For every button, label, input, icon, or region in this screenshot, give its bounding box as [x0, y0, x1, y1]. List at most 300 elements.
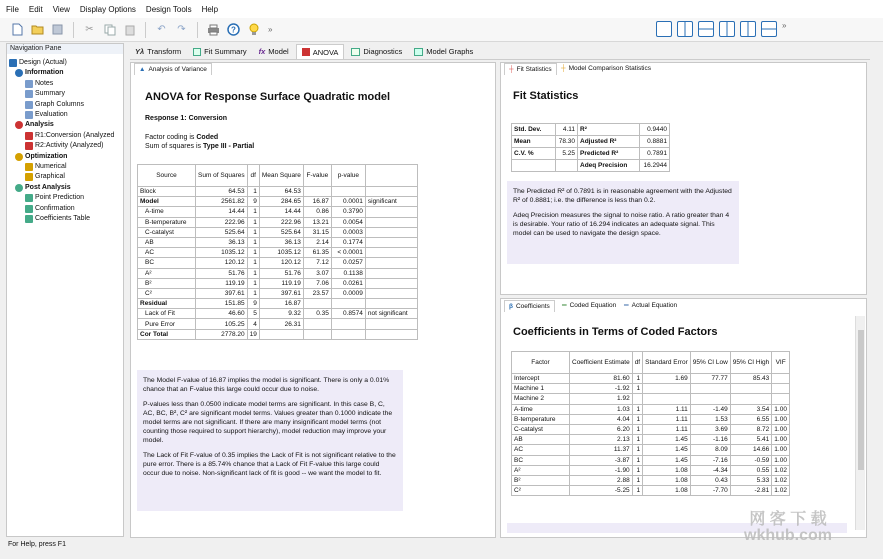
- table-cell: [365, 227, 417, 237]
- table-cell: [303, 319, 331, 329]
- table-cell: 1: [247, 207, 259, 217]
- menu-help[interactable]: Help: [201, 4, 219, 14]
- tab-transform[interactable]: [130, 44, 186, 59]
- anova-response: Response 1: Conversion: [145, 115, 228, 122]
- table-cell: 1: [247, 268, 259, 278]
- table-cell: -2.81: [730, 486, 772, 496]
- nav-item-icon: [25, 142, 33, 150]
- table-cell: 1: [632, 435, 642, 445]
- table-row: [138, 197, 418, 207]
- nav-item-label: Design (Actual): [19, 59, 67, 66]
- column-header[interactable]: 95% CI Low: [690, 352, 730, 374]
- sum-of-squares-value: Type III - Partial: [202, 143, 255, 150]
- table-cell: 120.12: [259, 258, 303, 268]
- table-cell: 1.11: [643, 414, 691, 424]
- table-cell: C-catalyst: [138, 227, 196, 237]
- nav-item-icon: [15, 121, 23, 129]
- table-cell: [303, 329, 331, 339]
- table-cell: 1.11: [643, 424, 691, 434]
- table-header-row: [138, 165, 418, 187]
- table-cell: 2.13: [570, 435, 633, 445]
- tab-diagnostics[interactable]: [346, 44, 407, 59]
- table-cell: Std. Dev.: [512, 124, 556, 136]
- table-row: [512, 445, 790, 455]
- table-cell: 64.53: [259, 187, 303, 197]
- table-cell: 119.19: [196, 278, 248, 288]
- table-cell: Adeq Precision: [578, 160, 640, 172]
- table-cell: Intercept: [512, 374, 570, 384]
- table-row: [512, 160, 670, 172]
- table-cell: 2.88: [570, 475, 633, 485]
- table-cell: C²: [512, 486, 570, 496]
- table-row: [512, 124, 670, 136]
- table-cell: 284.65: [259, 197, 303, 207]
- column-header[interactable]: df: [247, 165, 259, 187]
- table-cell: 19: [247, 329, 259, 339]
- nav-item[interactable]: [15, 68, 64, 78]
- table-cell: 1: [632, 445, 642, 455]
- column-header[interactable]: 95% CI High: [730, 352, 772, 374]
- table-cell: 3.54: [730, 404, 772, 414]
- undo-icon[interactable]: ↶: [157, 24, 166, 35]
- table-cell: AB: [138, 237, 196, 247]
- table-cell: 6.55: [730, 414, 772, 424]
- nav-item-label: Evaluation: [35, 111, 68, 118]
- menu-file[interactable]: File: [6, 4, 19, 14]
- table-cell: 6.20: [570, 424, 633, 434]
- table-cell: 1.08: [643, 475, 691, 485]
- table-cell: 4.11: [556, 124, 578, 136]
- subtab-model-comparison-label: Model Comparison Statistics: [568, 65, 651, 72]
- table-cell: 61.35: [303, 248, 331, 258]
- table-cell: 4.04: [570, 414, 633, 424]
- nav-item-icon: [15, 69, 23, 77]
- layout-grid-icon[interactable]: [761, 21, 777, 37]
- table-cell: A-time: [512, 404, 570, 414]
- table-cell: 0.1774: [331, 237, 365, 247]
- scrollbar-thumb[interactable]: [858, 330, 864, 470]
- anova-note-model: The Model F-value of 16.87 implies the model is significant. There is only a 0.01% chance that an F-value this large could occur due to noise.: [143, 377, 390, 393]
- nav-item[interactable]: [25, 141, 103, 151]
- menu-bar: [0, 0, 883, 18]
- table-cell: 0.0054: [331, 217, 365, 227]
- fit-interpretation: [507, 181, 739, 264]
- sum-of-squares-prefix: Sum of squares is: [145, 143, 203, 150]
- table-row: [512, 486, 790, 496]
- table-cell: 1: [632, 424, 642, 434]
- menu-edit[interactable]: Edit: [28, 4, 43, 14]
- column-header[interactable]: Coefficient Estimate: [570, 352, 633, 374]
- table-cell: 0.3790: [331, 207, 365, 217]
- table-cell: Pure Error: [138, 319, 196, 329]
- table-cell: 14.44: [259, 207, 303, 217]
- column-header[interactable]: p-value: [331, 165, 365, 187]
- table-row: [138, 248, 418, 258]
- table-cell: A-time: [138, 207, 196, 217]
- nav-item[interactable]: [25, 79, 53, 89]
- table-cell: 8.09: [690, 445, 730, 455]
- sum-of-squares-type: [145, 142, 254, 151]
- table-cell: 0.0257: [331, 258, 365, 268]
- table-row: [138, 237, 418, 247]
- nav-item[interactable]: [25, 89, 65, 99]
- actual-equation-icon: ═: [624, 302, 629, 309]
- subtab-coefficients[interactable]: [504, 300, 555, 312]
- fit-statistics-table: [511, 123, 670, 172]
- table-cell: 1: [632, 486, 642, 496]
- table-cell: 3.07: [303, 268, 331, 278]
- subtab-actual-equation[interactable]: [620, 300, 681, 312]
- table-cell: 1: [632, 374, 642, 384]
- table-header-row: [512, 352, 790, 374]
- table-row: [138, 319, 418, 329]
- table-row: [512, 394, 790, 404]
- copy-icon[interactable]: [102, 22, 117, 37]
- menu-design-tools[interactable]: Design Tools: [145, 4, 192, 14]
- table-cell: 51.76: [196, 268, 248, 278]
- table-cell: [365, 278, 417, 288]
- model-comparison-icon: ┼: [561, 65, 566, 72]
- table-cell: 4: [247, 319, 259, 329]
- help-icon[interactable]: [226, 22, 241, 37]
- watermark: [744, 512, 832, 544]
- tab-diagnostics-label: Diagnostics: [363, 47, 403, 56]
- layout-overflow-icon[interactable]: »: [782, 21, 787, 30]
- table-row: [512, 136, 670, 148]
- layout-four-icon[interactable]: [740, 21, 756, 37]
- table-cell: [632, 394, 642, 404]
- nav-item[interactable]: [9, 58, 67, 68]
- fit-statistics-panel: [500, 62, 867, 295]
- table-cell: 9: [247, 197, 259, 207]
- nav-item-label: Graphical: [35, 173, 65, 181]
- tab-fit-summary[interactable]: [188, 44, 252, 59]
- table-row: [512, 455, 790, 465]
- model-graphs-icon: [414, 48, 423, 56]
- print-icon[interactable]: [206, 22, 221, 37]
- table-cell: -5.25: [570, 486, 633, 496]
- toolbar-divider: [197, 22, 198, 38]
- table-cell: BC: [512, 455, 570, 465]
- table-cell: 1.53: [690, 414, 730, 424]
- watermark-line-2: wkhub.com: [744, 527, 833, 544]
- nav-item[interactable]: [15, 120, 54, 130]
- tab-anova[interactable]: [296, 44, 345, 59]
- table-cell: [331, 299, 365, 309]
- lightbulb-icon[interactable]: [246, 22, 261, 37]
- subtab-actual-equation-label: Actual Equation: [631, 302, 678, 309]
- factor-coding-prefix: Factor coding is: [145, 134, 197, 141]
- fit-statistics-title: Fit Statistics: [513, 90, 579, 102]
- table-cell: 1035.12: [259, 248, 303, 258]
- table-cell: 9.32: [259, 309, 303, 319]
- status-bar: For Help, press F1: [0, 538, 883, 552]
- nav-item-label: Confirmation: [35, 204, 75, 212]
- column-header[interactable]: Source: [138, 165, 196, 187]
- subtab-model-comparison[interactable]: [557, 63, 655, 75]
- table-cell: Model: [138, 197, 196, 207]
- anova-panel: [130, 62, 496, 538]
- table-row: [512, 404, 790, 414]
- fit-statistics-icon: ┼: [509, 65, 514, 73]
- table-cell: [303, 187, 331, 197]
- table-cell: [331, 187, 365, 197]
- table-cell: 1: [632, 404, 642, 414]
- new-file-icon[interactable]: [10, 22, 25, 37]
- table-cell: AB: [512, 435, 570, 445]
- nav-item[interactable]: [25, 100, 84, 110]
- nav-item[interactable]: [25, 162, 67, 172]
- table-cell: 51.76: [259, 268, 303, 278]
- table-cell: -3.87: [570, 455, 633, 465]
- table-cell: 0.0261: [331, 278, 365, 288]
- tab-model-graphs-label: Model Graphs: [426, 47, 474, 56]
- nav-item-icon: [25, 163, 33, 171]
- redo-icon[interactable]: ↷: [177, 24, 186, 35]
- table-cell: 1: [632, 414, 642, 424]
- column-header[interactable]: df: [632, 352, 642, 374]
- coefficients-table: [511, 351, 790, 496]
- table-cell: BC: [138, 258, 196, 268]
- coefficients-title: Coefficients in Terms of Coded Factors: [513, 326, 718, 338]
- fit-note-predicted: The Predicted R² of 0.7891 is in reasonable agreement with the Adjusted R² of 0.8881; i.e. the difference is less than 0.2.: [513, 188, 732, 204]
- table-cell: [556, 160, 578, 172]
- tab-model-graphs[interactable]: [409, 44, 478, 59]
- function-icon: fx: [258, 47, 266, 56]
- table-row: [512, 435, 790, 445]
- table-cell: 1.00: [772, 445, 790, 455]
- toolbar-overflow-icon[interactable]: »: [268, 25, 273, 34]
- beta-icon: β: [509, 302, 513, 310]
- nav-item-icon: [25, 111, 33, 119]
- nav-item-label: Numerical: [35, 163, 67, 170]
- table-row: [512, 384, 790, 394]
- column-header[interactable]: Standard Error: [643, 352, 691, 374]
- fit-note-adeq-precision: Adeq Precision measures the signal to noise ratio. A ratio greater than 4 is desirable. Your ratio of 16.294 indicates an adequate signal. This model can be used to navigate the design space.: [513, 212, 730, 237]
- transform-icon: Yλ: [135, 47, 145, 56]
- table-row: [138, 258, 418, 268]
- table-cell: Predicted R²: [578, 148, 640, 160]
- table-cell: [365, 288, 417, 298]
- table-cell: 8.72: [730, 424, 772, 434]
- table-cell: 1: [632, 384, 642, 394]
- table-cell: 0.8574: [331, 309, 365, 319]
- layout-single-icon[interactable]: [656, 21, 672, 37]
- anova-note-lack-of-fit: The Lack of Fit F-value of 0.35 implies the Lack of Fit is not significant relative to the pure error. There is a 85.74% chance that a Lack of Fit F-value this large could occur due to noise. Non-significant lack of fit is good -- we want the model to fit.: [143, 452, 396, 477]
- column-header[interactable]: Sum of Squares: [196, 165, 248, 187]
- table-cell: C²: [138, 288, 196, 298]
- table-row: [512, 465, 790, 475]
- table-row: [512, 414, 790, 424]
- table-cell: 397.61: [259, 288, 303, 298]
- table-cell: 1: [247, 288, 259, 298]
- table-cell: -1.49: [690, 404, 730, 414]
- table-row: [138, 329, 418, 339]
- table-cell: B-temperature: [512, 414, 570, 424]
- table-cell: 14.66: [730, 445, 772, 455]
- table-cell: 105.25: [196, 319, 248, 329]
- table-cell: 0.0009: [331, 288, 365, 298]
- table-cell: 2.14: [303, 237, 331, 247]
- subtab-fit-statistics-label: Fit Statistics: [516, 65, 552, 73]
- table-cell: 1.02: [772, 475, 790, 485]
- table-cell: -7.70: [690, 486, 730, 496]
- table-cell: 0.0003: [331, 227, 365, 237]
- anova-note-pvalues: P-values less than 0.0500 indicate model terms are significant. In this case B, C, AC, BC, B², C² are significant model terms. Values greater than 0.1000 indicate the model terms are not significant. If there are many insignificant model terms (not counting those required to support hierarchy), model reduction may improve your model.: [143, 401, 393, 444]
- table-cell: not significant: [365, 309, 417, 319]
- nav-item[interactable]: [25, 193, 84, 203]
- table-cell: 1.03: [570, 404, 633, 414]
- table-cell: 26.31: [259, 319, 303, 329]
- table-cell: AC: [138, 248, 196, 258]
- table-cell: 1.45: [643, 455, 691, 465]
- subtab-fit-statistics[interactable]: [504, 63, 557, 75]
- column-header[interactable]: VIF: [772, 352, 790, 374]
- table-cell: 85.43: [730, 374, 772, 384]
- open-folder-icon[interactable]: [30, 22, 45, 37]
- table-cell: [365, 258, 417, 268]
- save-icon[interactable]: [50, 22, 65, 37]
- layout-three-icon[interactable]: [719, 21, 735, 37]
- table-row: [138, 268, 418, 278]
- table-cell: B-temperature: [138, 217, 196, 227]
- tab-model[interactable]: [254, 44, 294, 59]
- column-header[interactable]: F-value: [303, 165, 331, 187]
- table-cell: 5.33: [730, 475, 772, 485]
- table-cell: 1: [632, 465, 642, 475]
- table-cell: 1.08: [643, 465, 691, 475]
- layout-split-vertical-icon[interactable]: [677, 21, 693, 37]
- table-cell: [365, 299, 417, 309]
- cut-icon[interactable]: ✂: [85, 24, 94, 35]
- subtab-coded-equation[interactable]: [558, 300, 620, 312]
- table-row: [138, 187, 418, 197]
- anova-icon: [302, 48, 310, 56]
- table-cell: C.V. %: [512, 148, 556, 160]
- main-tab-bar: [130, 44, 870, 60]
- nav-item[interactable]: [15, 183, 71, 193]
- table-cell: 36.13: [196, 237, 248, 247]
- table-cell: A²: [138, 268, 196, 278]
- table-cell: [690, 384, 730, 394]
- table-cell: 1: [247, 187, 259, 197]
- coefficients-scrollbar[interactable]: [855, 316, 865, 530]
- column-header[interactable]: Mean Square: [259, 165, 303, 187]
- table-cell: AC: [512, 445, 570, 455]
- table-cell: 1: [632, 455, 642, 465]
- table-row: [138, 309, 418, 319]
- factor-coding-value: Coded: [196, 134, 219, 141]
- table-cell: A²: [512, 465, 570, 475]
- table-cell: [772, 374, 790, 384]
- table-row: [138, 217, 418, 227]
- table-cell: 0.86: [303, 207, 331, 217]
- table-cell: 222.96: [196, 217, 248, 227]
- subtab-analysis-of-variance[interactable]: [134, 63, 212, 75]
- table-cell: [365, 217, 417, 227]
- table-cell: 5.25: [556, 148, 578, 160]
- nav-item[interactable]: [25, 110, 68, 120]
- table-cell: [643, 394, 691, 404]
- menu-view[interactable]: View: [52, 4, 70, 14]
- nav-item-icon: [25, 80, 33, 88]
- table-cell: 1.00: [772, 435, 790, 445]
- table-row: [138, 207, 418, 217]
- table-cell: 1.00: [772, 404, 790, 414]
- table-cell: [365, 237, 417, 247]
- table-cell: 1: [247, 248, 259, 258]
- nav-item[interactable]: [25, 204, 75, 214]
- table-cell: 1: [247, 258, 259, 268]
- nav-item-label: Information: [25, 69, 64, 77]
- table-cell: Cor Total: [138, 329, 196, 339]
- nav-item-icon: [9, 59, 17, 67]
- nav-item-icon: [15, 153, 23, 161]
- table-cell: -0.59: [730, 455, 772, 465]
- watermark-line-1: 网 客 下 载: [749, 511, 827, 528]
- table-cell: 1.92: [570, 394, 633, 404]
- table-cell: 119.19: [259, 278, 303, 288]
- table-cell: Machine 1: [512, 384, 570, 394]
- table-cell: 525.64: [196, 227, 248, 237]
- nav-item-icon: [25, 173, 33, 181]
- toolbar-divider: [145, 22, 146, 38]
- table-cell: 1.00: [772, 424, 790, 434]
- subtab-analysis-of-variance-label: Analysis of Variance: [148, 65, 207, 73]
- nav-item-icon: [25, 132, 33, 140]
- table-cell: 1: [247, 278, 259, 288]
- table-cell: Lack of Fit: [138, 309, 196, 319]
- table-cell: 16.87: [303, 197, 331, 207]
- table-cell: R²: [578, 124, 640, 136]
- table-cell: 16.87: [259, 299, 303, 309]
- table-cell: -1.92: [570, 384, 633, 394]
- navigation-pane-title: Navigation Pane: [7, 44, 123, 54]
- table-cell: 397.61: [196, 288, 248, 298]
- table-cell: 16.2944: [640, 160, 670, 172]
- table-cell: [365, 207, 417, 217]
- table-cell: 77.77: [690, 374, 730, 384]
- table-cell: Adjusted R²: [578, 136, 640, 148]
- table-cell: 2778.20: [196, 329, 248, 339]
- column-header[interactable]: [365, 165, 417, 187]
- table-cell: [690, 394, 730, 404]
- diagnostics-icon: [351, 48, 360, 56]
- table-cell: 81.60: [570, 374, 633, 384]
- coefficients-panel: [500, 298, 867, 538]
- table-cell: C-catalyst: [512, 424, 570, 434]
- table-cell: 0.8881: [640, 136, 670, 148]
- factor-coding: [145, 133, 218, 142]
- table-cell: 7.06: [303, 278, 331, 288]
- nav-item[interactable]: [25, 172, 65, 182]
- table-cell: 5: [247, 309, 259, 319]
- layout-split-horizontal-icon[interactable]: [698, 21, 714, 37]
- nav-item[interactable]: [15, 152, 67, 162]
- table-cell: significant: [365, 197, 417, 207]
- table-cell: [259, 329, 303, 339]
- nav-item-icon: [25, 194, 33, 202]
- column-header[interactable]: Factor: [512, 352, 570, 374]
- nav-item[interactable]: [25, 214, 90, 224]
- nav-item[interactable]: [25, 131, 114, 141]
- anova-title: ANOVA for Response Surface Quadratic model: [145, 91, 391, 103]
- table-cell: 1: [247, 217, 259, 227]
- paste-icon[interactable]: [122, 22, 137, 37]
- table-cell: 1035.12: [196, 248, 248, 258]
- menu-display-options[interactable]: Display Options: [79, 4, 136, 14]
- table-cell: 1.08: [643, 486, 691, 496]
